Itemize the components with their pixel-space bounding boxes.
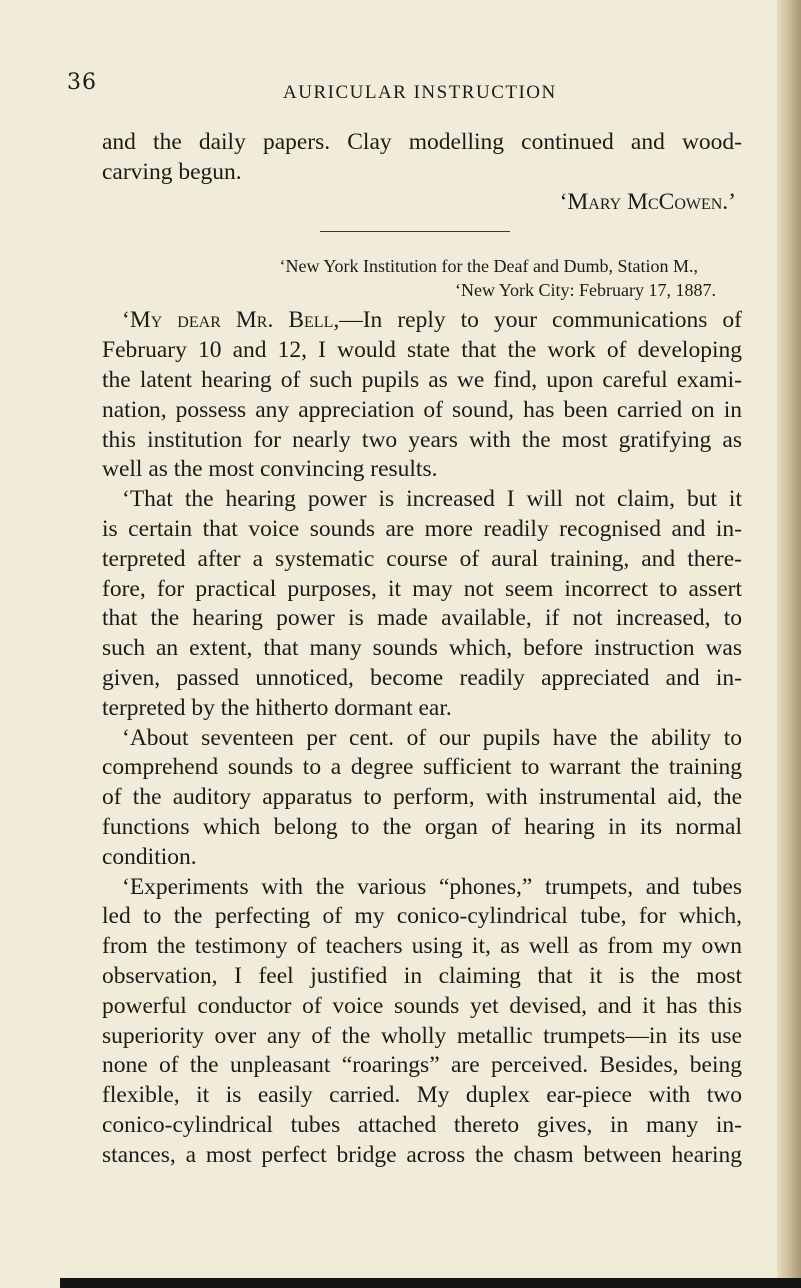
text-line: the latent hearing of such pupils as we find, upon careful exami- [102, 366, 742, 393]
letter-heading [102, 254, 742, 302]
text-line: powerful conductor of voice sounds yet devised, and it has this [102, 992, 742, 1019]
text-line: nation, possess any appreciation of sound, has been carried on in [102, 396, 742, 423]
text-line: this institution for nearly two years with the most gratifying as [102, 426, 742, 453]
text-line: terpreted by the hitherto dormant ear. [102, 694, 452, 721]
page-body [102, 128, 742, 1171]
text-line: such an extent, that many sounds which, before instruction was [102, 635, 742, 662]
letter-body [102, 306, 742, 1170]
salutation-name: My dear Mr. Bell, [129, 307, 340, 334]
text-line: fore, for practical purposes, it may not seem incorrect to assert [102, 575, 742, 602]
text-line: ‘Experiments with the various “phones,” trumpets, and tubes [122, 873, 742, 900]
text-line: superiority over any of the wholly metallic trumpets—in its use [102, 1022, 742, 1049]
paragraph [102, 873, 742, 1171]
text-line: comprehend sounds to a degree sufficient to warrant the training [102, 754, 742, 781]
text-line: ‘About seventeen per cent. of our pupils have the ability to [122, 724, 742, 751]
text-line: from the testimony of teachers using it, as well as from my own [102, 933, 742, 960]
text-line: none of the unpleasant “roarings” are perceived. Besides, being [102, 1052, 742, 1079]
text-line: well as the most convincing results. [102, 456, 438, 483]
page-number: 36 [67, 70, 97, 95]
text-line: observation, I feel justified in claiming that it is the most [102, 962, 742, 989]
letter-address: ‘New York Institution for the Deaf and Dumb, Station M., [279, 256, 698, 277]
paragraph [102, 336, 742, 485]
paragraph [102, 485, 742, 723]
text-line: carving begun. [102, 158, 242, 185]
text-line: that the hearing power is made available, if not increased, to [102, 605, 742, 632]
text-line: and the daily papers. Clay modelling continued and wood- [102, 129, 742, 155]
text-line: terpreted after a systematic course of aural training, and there- [102, 545, 742, 572]
text-line: led to the perfecting of my conico-cylindrical tube, for which, [102, 903, 742, 930]
text-line: is certain that voice sounds are more readily recognised and in- [102, 515, 742, 542]
salutation-line [102, 306, 742, 336]
text-line: functions which belong to the organ of hearing in its normal [102, 813, 742, 840]
salutation-rest: —In reply to your communications of [339, 307, 742, 334]
text-line: given, passed unnoticed, become readily appreciated and in- [102, 664, 742, 691]
text-line: condition. [102, 843, 197, 870]
text-line: of the auditory apparatus to perform, with instrumental aid, the [102, 784, 742, 811]
text-line: stances, a most perfect bridge across the chasm between hearing [102, 1141, 742, 1168]
paragraph [102, 724, 742, 873]
text-line: conico-cylindrical tubes attached thereto gives, in many in- [102, 1111, 742, 1138]
running-title: AURICULAR INSTRUCTION [283, 82, 557, 103]
section-divider [320, 231, 510, 232]
salutation-quote: ‘ [122, 307, 130, 334]
letter-date: ‘New York City: February 17, 1887. [455, 280, 716, 301]
top-paragraph [102, 128, 742, 217]
page-bottom-edge [60, 1278, 801, 1288]
text-line: ‘That the hearing power is increased I will not claim, but it [122, 486, 742, 513]
signature: ‘Mary McCowen.’ [559, 188, 736, 215]
text-line: flexible, it is easily carried. My duplex ear-piece with two [102, 1082, 742, 1109]
text-line: February 10 and 12, I would state that the work of developing [102, 337, 742, 364]
page-edge [777, 0, 801, 1288]
